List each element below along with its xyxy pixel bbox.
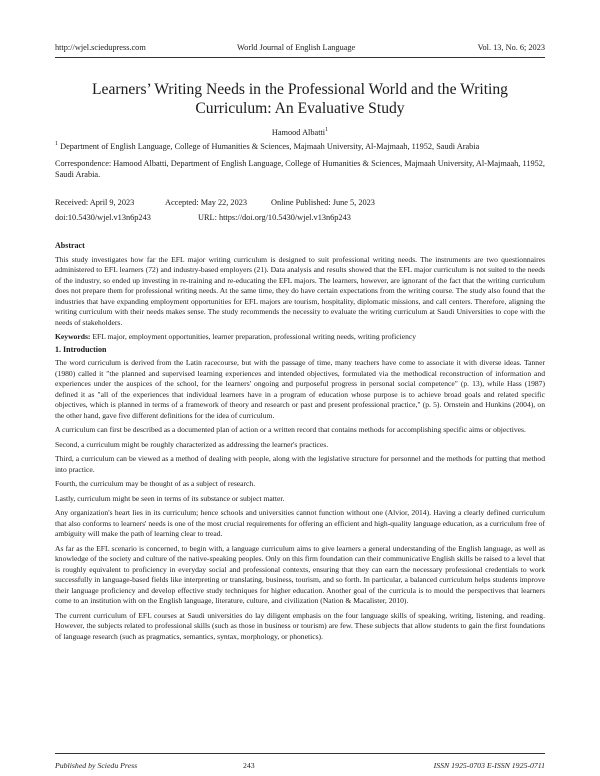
keywords-label: Keywords:: [55, 332, 91, 341]
keywords-line: [55, 332, 545, 343]
paragraph: Third, a curriculum can be viewed as a method of dealing with people, along with the legislative structure for personnel and the methods for putting that method into practice.: [55, 454, 545, 474]
paragraph: A curriculum can first be described as a documented plan of action or a written record that contains methods for accomplishing specific aims or objectives.: [55, 425, 526, 434]
doi-url[interactable]: URL: https://doi.org/10.5430/wjel.v13n6p243: [198, 213, 351, 222]
received-date: Received: April 9, 2023: [55, 198, 135, 207]
affiliation: [55, 142, 545, 151]
author-name: Hamood Albatti: [271, 128, 326, 137]
header-rule: [55, 57, 545, 58]
title-line-2: Curriculum: An Evaluative Study: [195, 100, 405, 117]
footer-rule: [55, 753, 545, 754]
paper-title: [55, 80, 545, 118]
volume-info: Vol. 13, No. 6; 2023: [477, 43, 545, 52]
author-line: [55, 128, 545, 137]
paragraph: Second, a curriculum might be roughly characterized as addressing the learner's practices.: [55, 439, 329, 449]
keywords-text: EFL major, employment opportunities, learner preparation, professional writing needs, writing proficiency: [92, 332, 417, 341]
paragraph: Lastly, curriculum might be seen in terms of its substance or subject matter.: [55, 493, 285, 503]
publisher: Published by Sciedu Press: [55, 761, 138, 770]
abstract-heading: Abstract: [55, 241, 85, 250]
author-sup: 1: [325, 127, 329, 134]
paper-body: [55, 241, 545, 646]
affil-sup: 1: [55, 141, 58, 148]
title-line-1: Learners’ Writing Needs in the Professional World and the Writing: [92, 81, 508, 98]
doi-text: doi:10.5430/wjel.v13n6p243: [55, 213, 151, 222]
journal-name: World Journal of English Language: [237, 43, 356, 52]
paragraph: Any organization's heart lies in its curriculum; hence schools and universities cannot function without one (Alvior, 2014). Having a clearly defined curriculum that also conforms to learners' needs is one of the most crucial requirements for offering an efficient and high-quality language education, as a curriculum free of ambiguity will make the path of learning clear to tread.: [55, 508, 545, 538]
intro-heading: 1. Introduction: [55, 344, 107, 354]
accepted-date: Accepted: May 22, 2023: [165, 198, 248, 207]
correspondence: Correspondence: Hamood Albatti, Department of English Language, College of Humanities & Sciences, Majmaah University, Al-Majmaah, 11952, Saudi Arabia.: [55, 159, 545, 179]
running-header: [55, 43, 545, 55]
paragraph: Fourth, the curriculum may be thought of as a subject of research.: [55, 479, 256, 488]
paragraph: As far as the EFL scenario is concerned, to begin with, a language curriculum aims to give learners a general understanding of the English language, as well as knowledge of the society and culture of the native-speaking peoples. Only on this firm foundation can their communicative English skills be raised to a level that is roughly equivalent to proficiency in everyday social and professional contexts, ensuring that they can earn the necessary professional credentials to work successfully in language-based fields like interpreting or translating, business, tourism, and so forth. In particular, a balanced curriculum helps students improve their language proficiency and develop effective study techniques for higher education. Another goal of the curricula is to mould the perspectives that learners come to an institution with on the English language, literature, culture, and civilization (Nation & Macalister, 2010).: [55, 543, 545, 605]
journal-url[interactable]: http://wjel.sciedupress.com: [55, 43, 146, 52]
affiliation-text: Department of English Language, College of Humanities & Sciences, Majmaah University, Al-Majmaah, 11952, Saudi Arabia: [60, 142, 480, 151]
issn: ISSN 1925-0703 E-ISSN 1925-0711: [433, 761, 545, 770]
published-date: Online Published: June 5, 2023: [271, 198, 375, 207]
paragraph: The word curriculum is derived from the Latin racecourse, but with the passage of time, many teachers have come to associate it with diverse ideas. Tanner (1980) called it "the planned and supervised learning experiences and intended objectives, formulated via the methodical reconstruction of information and experiences under the auspices of the school, for the learners' ongoing and purposeful progress in personal social competence" (p. 13), while Hass (1987) defined it as "all of the experiences that individual learners have in a program of education whose purpose is to achieve broad goals and related specific objectives, which is planned in terms of a framework of theory and research or past and present professional practice," (p. 5). Ornstein and Hunkins (2004), on the other hand, gave five different definitions for the idea of curriculum.: [55, 358, 545, 420]
abstract-text: This study investigates how far the EFL major writing curriculum is designed to suit professional writing needs. The instruments are two questionnaires administered to EFL learners (72) and industry-based employers (21). Data analysis and results showed that the EFL major curriculum is not suited to the needs of the industry, so ended up investing in re-training and re-educating the EFL majors. The learners, however, are ignorant of the fact that the writing curriculum does not prepare them for professional writing needs. At the same time, they do have certain expectations from the writing course. The study also found that the industries that have expanding employment opportunities for EFL majors are tourism, hospitality, diplomatic missions, and call centers. Therefore, aligning the writing curriculum with their needs makes sense. The study recommends the necessity to evaluate the writing curriculum at Saudi Universities to cope with the needs of stakeholders.: [55, 254, 545, 327]
page-number: 243: [243, 761, 255, 770]
paragraph: The current curriculum of EFL courses at Saudi universities do lay diligent emphasis on the four language skills of speaking, writing, listening, and reading. However, the subjects related to professional skills (such as those in business or tourism) are few. These subjects that allow students to gain the first foundations of language research (such as pragmatics, semantics, syntax, morphology, or phonetics).: [55, 610, 545, 641]
